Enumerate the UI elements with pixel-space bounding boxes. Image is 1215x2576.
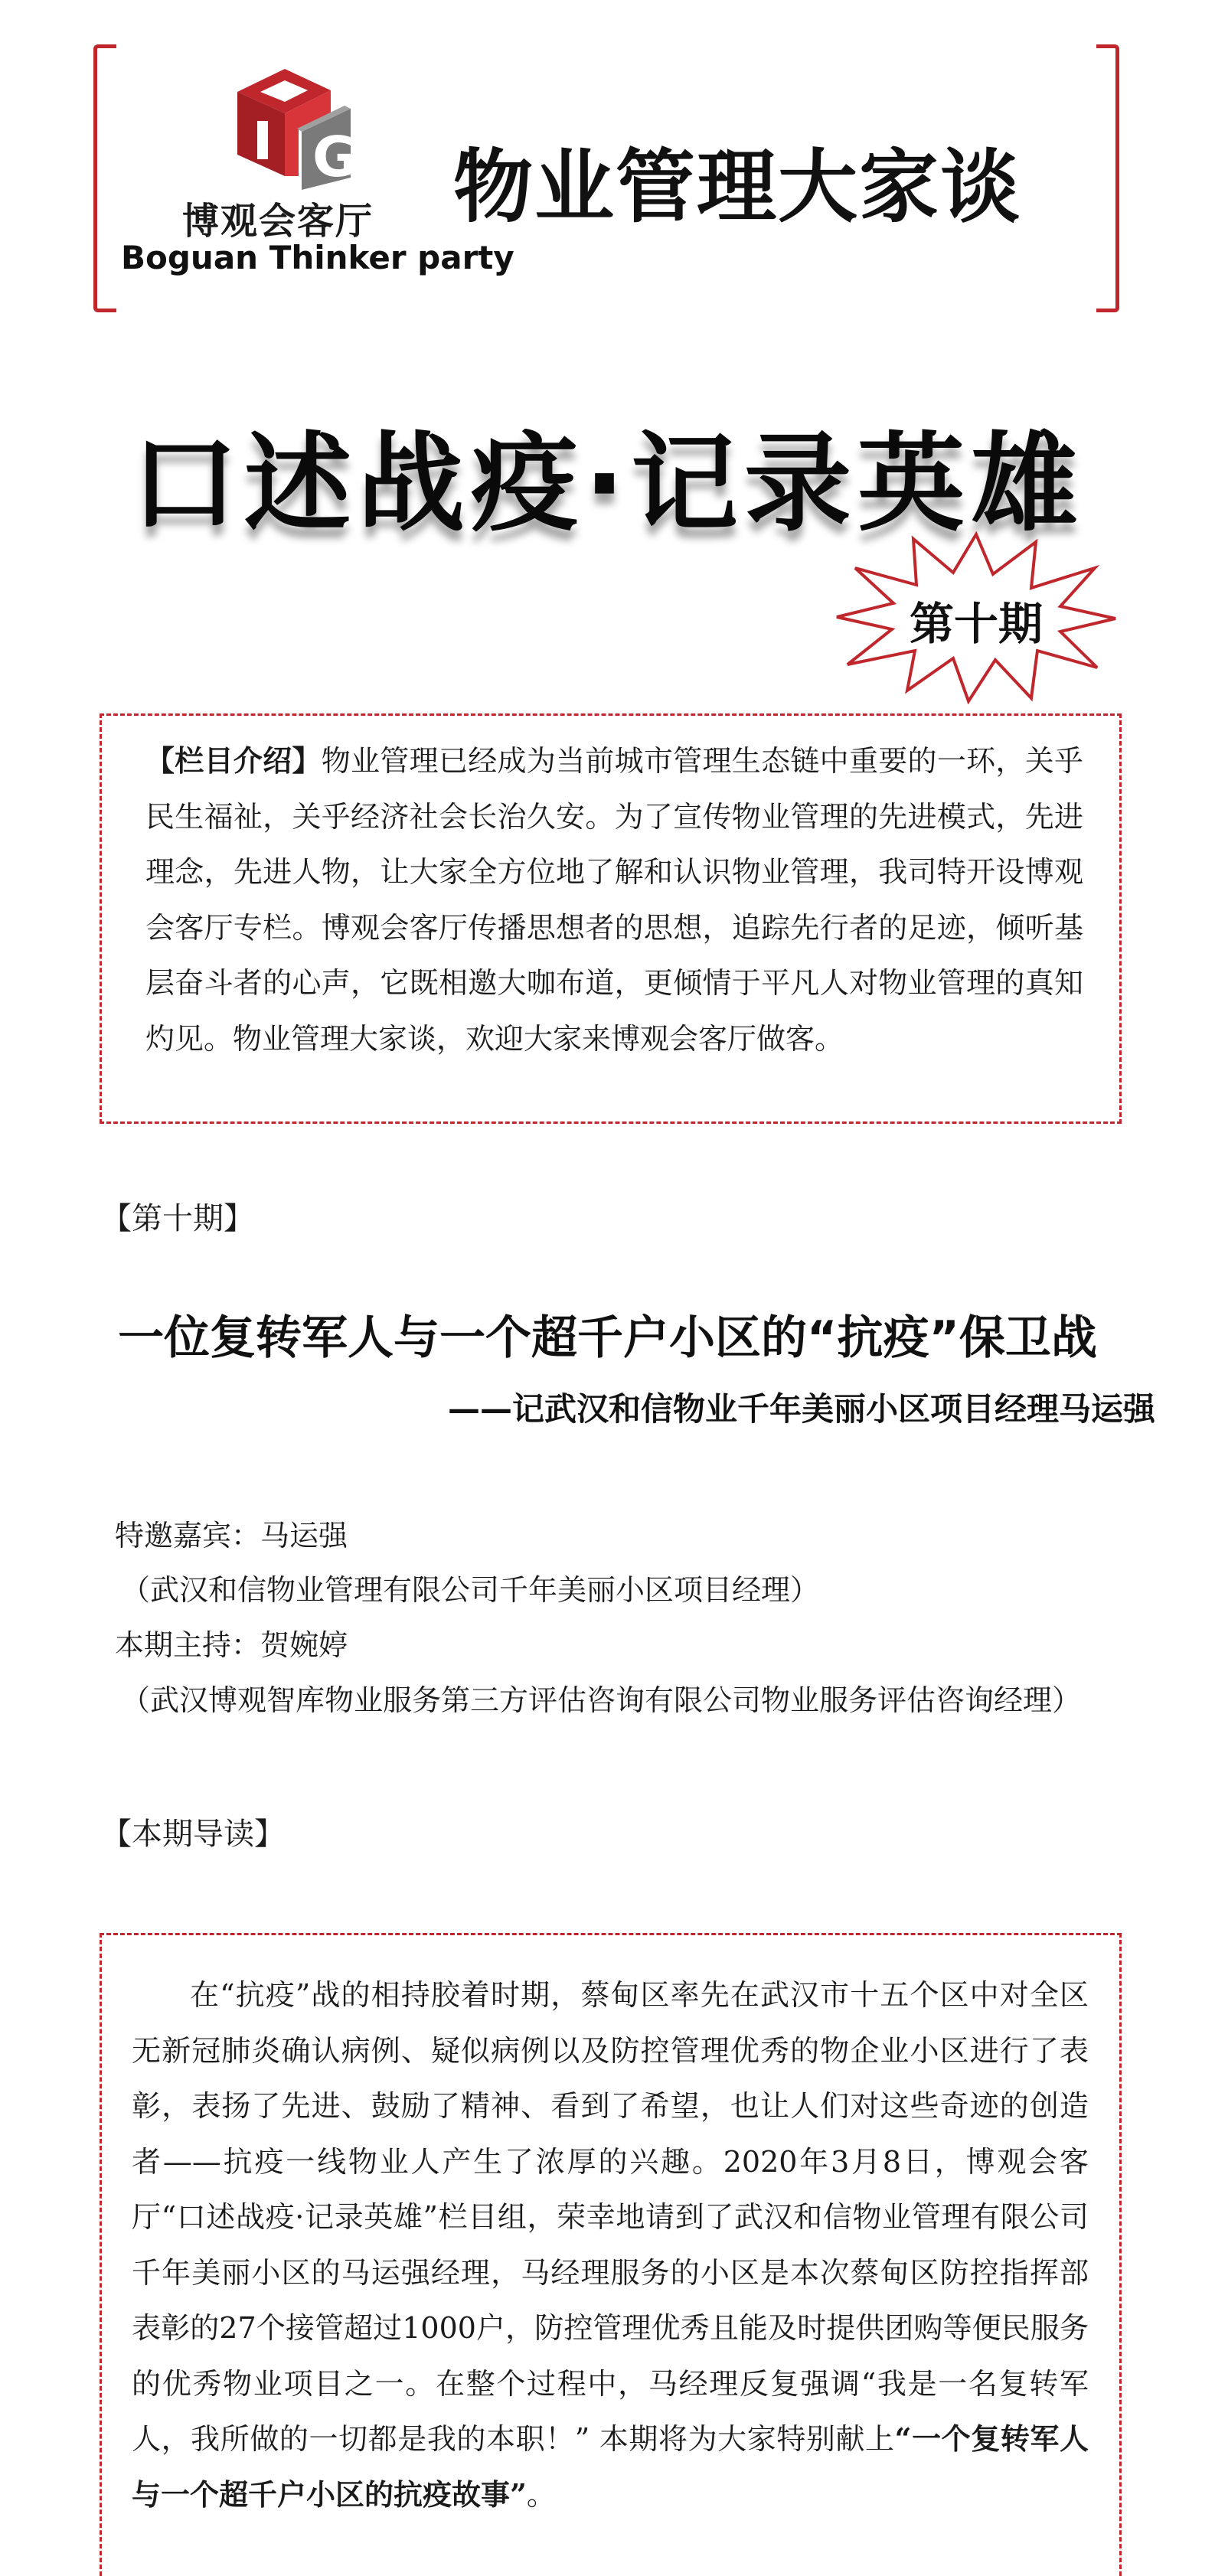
guide-text: 在“抗疫”战的相持胶着时期，蔡甸区率先在武汉市十五个区中对全区无新冠肺炎确认病例、疑似病例以及防控管理优秀的物企业小区进行了表彰，表扬了先进、鼓励了精神、看到了希望，也让人们对这些奇迹的创造者——抗疫一线物业人产生了浓厚的兴趣。2020年3月8日，博观会客厅“口述战疫·记录英雄”栏目组，荣幸地请到了武汉和信物业管理有限公司千年美丽小区的马运强经理，马经理服务的小区是本次蔡甸区防控指挥部表彰的27个接管超过1000户，防控管理优秀且能及时提供团购等便民服务的优秀物业项目之一。在整个过程中，马经理反复强调“我是一名复转军人，我所做的一切都是我的本职！” 本期将为大家特别献上 — [132, 1978, 1089, 2456]
logo-chinese-name: 博观会客厅 — [182, 200, 374, 243]
banner-title: 口述战疫·记录英雄 — [130, 422, 1085, 547]
logo-monogram: G — [312, 125, 358, 189]
guide-text-end: 。 — [526, 2477, 556, 2512]
intro-paragraph — [145, 733, 1083, 1066]
intro-text: 物业管理已经成为当前城市管理生态链中重要的一环，关乎民生福祉，关乎经济社会长治久安。为了宣传物业管理的先进模式，先进理念，先进人物，让大家全方位地了解和认识物业管理，我司特开设博观会客厅专栏。博观会客厅传播思想者的思想，追踪先行者的足迹，倾听基层奋斗者的心声，它既相邀大咖布道，更倾情于平凡人对物业管理的真知灼见。物业管理大家谈，欢迎大家来博观会客厅做客。 — [145, 744, 1083, 1056]
column-title: 物业管理大家谈 — [453, 140, 1022, 233]
header-frame-right — [1096, 44, 1119, 312]
logo-english-name: Boguan Thinker party — [121, 239, 514, 276]
host-organization: （武汉博观智库物业服务第三方评估咨询有限公司物业服务评估咨询经理） — [121, 1683, 1082, 1717]
header-frame-left — [93, 44, 116, 312]
guide-label: 【本期导读】 — [101, 1817, 285, 1852]
guide-paragraph — [132, 1967, 1089, 2522]
article-subtitle: ——记武汉和信物业千年美丽小区项目经理马运强 — [447, 1390, 1155, 1428]
guest-line: 特邀嘉宾：马运强 — [115, 1519, 348, 1552]
guest-organization: （武汉和信物业管理有限公司千年美丽小区项目经理） — [121, 1573, 820, 1607]
intro-label: 【栏目介绍】 — [145, 743, 322, 778]
host-line: 本期主持：贺婉婷 — [115, 1628, 348, 1662]
article-title: 一位复转军人与一个超千户小区的“抗疫”保卫战 — [118, 1311, 1097, 1365]
logo-icon — [222, 61, 360, 191]
issue-label: 【第十期】 — [101, 1201, 254, 1236]
guide-highlight: “一个复转军人与一个超千户小区的抗疫故事” — [132, 2421, 1089, 2512]
issue-badge: 第十期 — [909, 598, 1043, 650]
